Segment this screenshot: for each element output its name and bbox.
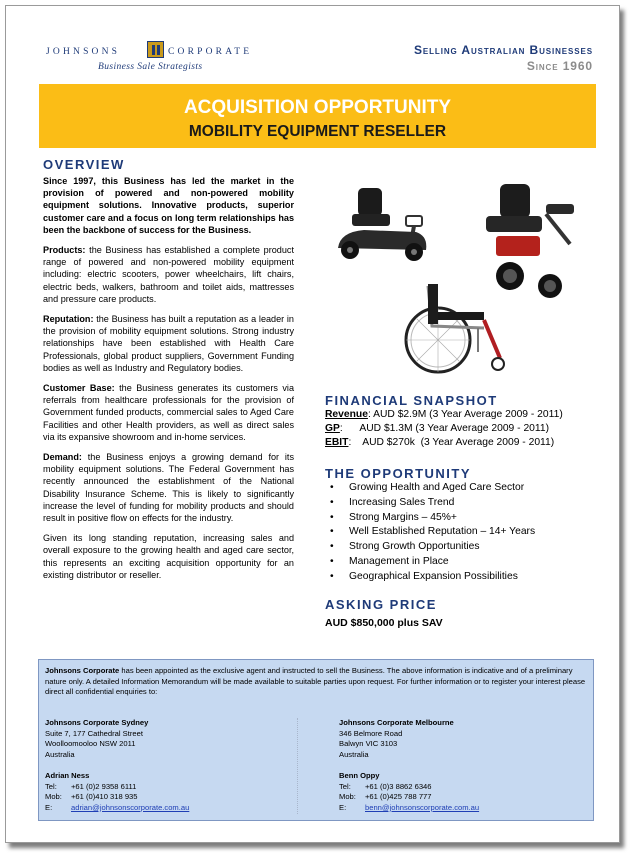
melbourne-tel[interactable]: +61 (0)3 8862 6346 (365, 781, 432, 791)
logo-word-left: JOHNSONS (46, 47, 121, 57)
sydney-address2: Woolloomooloo NSW 2011 (45, 739, 136, 749)
reputation-label: Reputation: (43, 314, 94, 325)
melbourne-address2: Balwyn VIC 3103 (339, 739, 398, 749)
melbourne-tel-row (339, 782, 579, 793)
revenue-row (325, 408, 563, 422)
sydney-email-link[interactable]: adrian@johnsonscorporate.com.au (71, 802, 190, 812)
asking-price-value: AUD $850,000 plus SAV (325, 617, 443, 629)
financial-snapshot (325, 408, 563, 450)
title-banner (39, 84, 596, 148)
sydney-email-row (45, 803, 285, 814)
list-item: • Strong Growth Opportunities (330, 540, 535, 555)
sydney-tel[interactable]: +61 (0)2 9358 6111 (71, 781, 137, 791)
melbourne-contact-name: Benn Oppy (339, 770, 380, 780)
mobility-equipment-photo (324, 176, 586, 378)
customer-text: the Business generates its customers via referrals from healthcare professionals for the provision of Government funded products, commercial sales to Aged Care Facilities and other Health providers, as well as direct sales via its expansive showroom and in-home services. (43, 383, 294, 442)
melbourne-mob[interactable]: +61 (0)425 788 777 (365, 792, 432, 802)
email-label: E: (339, 802, 347, 812)
opportunity-title: THE OPPORTUNITY (325, 466, 472, 481)
products-text: the Business has established a complete product range of powered and non-powered mobility equipment including: electric scooters, power wheelchairs, lift chairs, electric beds, walkers, bathroom and toilet aids, mattresses and pressure care products. (43, 245, 294, 304)
list-item: • Growing Health and Aged Care Sector (330, 481, 535, 496)
sydney-contact-name: Adrian Ness (45, 770, 90, 780)
mob-label: Mob: (45, 792, 62, 802)
melbourne-office (339, 718, 579, 813)
melbourne-mob-row (339, 792, 579, 803)
footer-intro-text: has been appointed as the exclusive agent and instructed to sell the Business. The above information is indicative and of a preliminary nature only. A detailed Information Memorandum will be made available to suitable parties upon request. For further information or to register your interest please direct all confidential enquiries to: (45, 666, 586, 697)
opportunity-list (330, 481, 535, 585)
tel-label: Tel: (339, 781, 351, 791)
since-text: Since 1960 (526, 59, 593, 73)
sydney-address1: Suite 7, 177 Cathedral Street (45, 728, 143, 738)
melbourne-office-name: Johnsons Corporate Melbourne (339, 718, 454, 727)
closing-paragraph: Given its long standing reputation, increasing sales and overall exposure to the growing health and aged care sector, this represents an exciting acquisition opportunity for an existing distributor or reseller. (43, 533, 294, 580)
logo-tagline: Business Sale Strategists (98, 62, 203, 72)
logo-word-right: CORPORATE (168, 47, 253, 57)
headline-text: Selling Australian Businesses (413, 43, 593, 57)
list-item: • Strong Margins – 45%+ (330, 511, 535, 526)
products-label: Products: (43, 245, 86, 256)
melbourne-address1: 346 Belmore Road (339, 728, 403, 738)
banner-title: ACQUISITION OPPORTUNITY (183, 97, 452, 118)
customer-paragraph (43, 382, 294, 443)
demand-label: Demand: (43, 452, 82, 463)
document-page (5, 5, 620, 843)
header-headline (414, 42, 593, 74)
asking-price-title: ASKING PRICE (325, 597, 437, 612)
email-label: E: (45, 802, 53, 812)
gp-row (325, 422, 563, 436)
sydney-office (45, 718, 285, 813)
footer-intro (45, 666, 589, 698)
mob-label: Mob: (339, 792, 356, 802)
melbourne-country: Australia (339, 749, 369, 759)
overview-title: OVERVIEW (43, 157, 125, 172)
sydney-tel-row (45, 782, 285, 793)
reputation-text: the Business has built a reputation as a leader in the provision of mobility equipment solutions. Strong industry relationships have been established with Health Care Professionals, global product suppliers, Government Funding bodies as well as Industry and Regulatory bodies. (43, 314, 294, 373)
company-logo (46, 42, 276, 78)
overview-intro: Since 1997, this Business has led the market in the provision of powered and non-powered mobility equipment solutions. Innovative products, superior customer care and a focus on long term relationships has been the backbone of success for the Business. (43, 176, 294, 235)
revenue-label: Revenue (325, 409, 368, 420)
scooter-icon (338, 188, 426, 261)
melbourne-email-row (339, 803, 579, 814)
financial-snapshot-title: FINANCIAL SNAPSHOT (325, 393, 498, 408)
manual-wheelchair-icon (406, 284, 504, 372)
overview-body (43, 175, 294, 589)
logo-emblem-icon (147, 41, 164, 58)
revenue-value: : AUD $2.9M (3 Year Average 2009 - 2011) (367, 409, 563, 420)
list-item: • Increasing Sales Trend (330, 496, 535, 511)
footer-company: Johnsons Corporate (45, 666, 120, 675)
demand-paragraph (43, 451, 294, 524)
sydney-mob[interactable]: +61 (0)410 318 935 (71, 792, 138, 802)
sydney-mob-row (45, 792, 285, 803)
sydney-office-name: Johnsons Corporate Sydney (45, 718, 149, 727)
demand-text: the Business enjoys a growing demand for its mobility equipment solutions. The Federal Government has recently announced the establishment of the National Disability Insurance Scheme. This is likely to significantly increase the level of funding for mobility products and should result in positive flow on effects for the industry. (43, 452, 294, 524)
products-paragraph (43, 244, 294, 305)
list-item: • Management in Place (330, 555, 535, 570)
customer-label: Customer Base: (43, 383, 115, 394)
sydney-country: Australia (45, 749, 75, 759)
ebit-value: : AUD $270k (3 Year Average 2009 - 2011) (348, 437, 555, 448)
list-item: • Geographical Expansion Possibilities (330, 570, 535, 585)
melbourne-email-link[interactable]: benn@johnsonscorporate.com.au (365, 802, 480, 812)
gp-value: : AUD $1.3M (3 Year Average 2009 - 2011) (339, 423, 550, 434)
power-wheelchair-icon (486, 184, 574, 298)
contact-footer (38, 659, 594, 821)
tel-label: Tel: (45, 781, 57, 791)
ebit-label: EBIT (325, 437, 349, 448)
list-item: • Well Established Reputation – 14+ Years (330, 525, 535, 540)
banner-subtitle: MOBILITY EQUIPMENT RESELLER (188, 123, 447, 140)
ebit-row (325, 436, 563, 450)
reputation-paragraph (43, 313, 294, 374)
footer-divider (297, 718, 298, 814)
gp-label: GP (325, 423, 340, 434)
